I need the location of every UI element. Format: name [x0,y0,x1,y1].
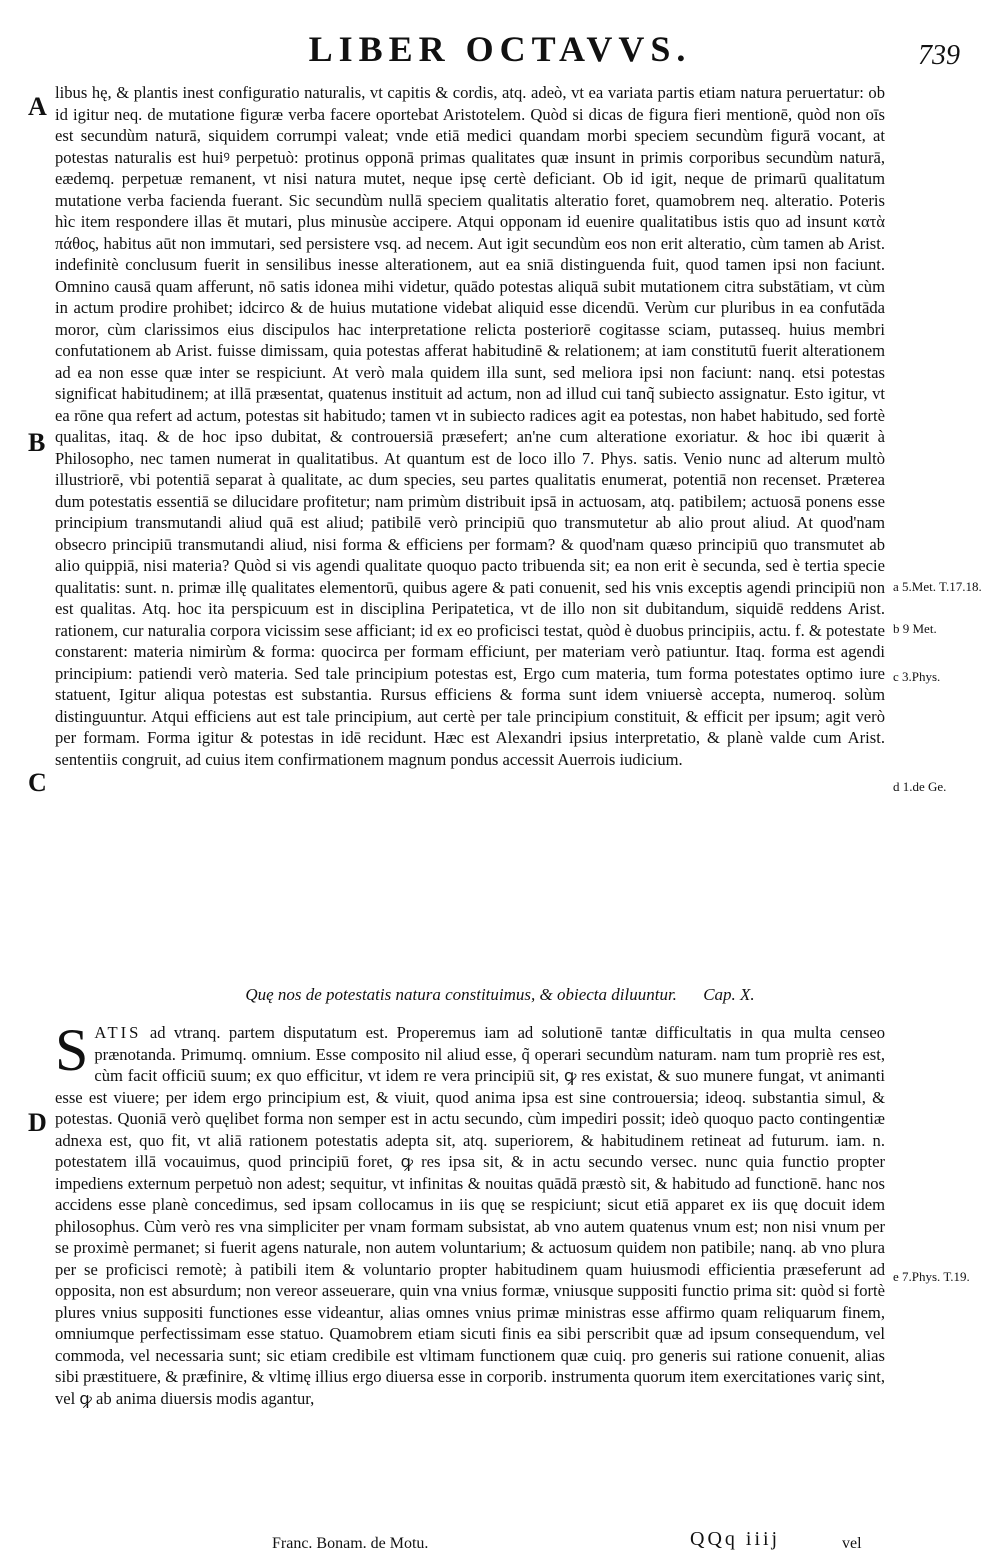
paragraph-2 [55,1017,885,1409]
small-caps-word: ATIS [94,1023,142,1042]
margin-note-a: a 5.Met. T.17.18. [893,579,982,594]
margin-note-b: b 9 Met. [893,621,937,636]
margin-note-d: d 1.de Ge. [893,779,947,794]
section-letter-b: B [28,428,46,457]
section-letter-c: C [28,768,47,797]
chapter-number: Cap. X. [703,985,755,1004]
margin-note-c: c 3.Phys. [893,669,941,684]
catchword: vel [842,1535,862,1552]
section-letter-d: D [28,1108,47,1137]
body-text-top [55,82,885,770]
chapter-heading [150,985,850,1005]
page-number: 739 [918,40,960,71]
chapter-title: Quę nos de potestatis natura constituimus, & obiecta diluuntur. [245,985,677,1004]
section-letter-a: A [28,92,47,121]
drop-cap: S [55,1017,89,1083]
margin-note-e: e 7.Phys. T.19. [893,1269,970,1284]
paragraph-1: libus hę, & plantis inest configuratio naturalis, vt capitis & cordis, atq. adeò, vt ea variata partis etiam natura peruertatur: ob id igitur neq. de mutatione figuræ verba facere oportebat Aristotelem. Quòd si dicas de figura fieri mentionē, quòd non oīs est secundùm naturā, siquidem corrumpi valeat; vnde etiā medici quandam morbi speciem secundùm figurā vocant, at potestas naturalis est huiꝰ perpetuò: protinus opponā primas qualitates quæ insunt in primis corporibus secundùm naturā, eædemq. perpetuæ remanent, vt nisi natura mutet, neque ipsę certè deficiant. Ob id igit, neque de primarū qualitatum mutatione verba facienda fuerant. Sic secundùm nullā speciem qualitatis alteratio foret, quamobrem neq. alteratio. Poteris hìc item respondere illas ēt mutari, plus minusùe accipere. Atqui opponam id euenire qualitatibus istis quo ad insunt κατὰ πάθος, habitus aūt non immutari, sed persistere vsq. ad necem. Aut igit secundùm eos non erit alteratio, cùm tamen ab Arist. indefinitè conclusum fuerit in sensilibus inesse alterationem, aut ea sniā distinguenda fuit, quod tamen ipsi non faciunt. Omnino causā quam afferunt, nō satis idonea mihi videtur, quādo potestas aliquā subit mutationem citra substātiam, vt cùm in actum prodire prohibet; idcirco & de huius mutatione videbat aliquid esse dicendū. Verùm cur pluribus in ea confutāda moror, cùm clarissimos eius discipulos hac interpretatione relicta posteriorē cogitasse sciam, putasseq. huius membri confutationem ab Arist. fuisse dimissam, quia potestas afferat habitudinē & relationem; at iam constitutū fuerit alterationem ad ea non esse quæ inter se respiciunt. At verò mala quidem illa sunt, sed meliora ipsi non faciunt: nanq. etsi potestas significat habitudinem; at illā præsentat, quatenus instituit ad actum, non ad illud cui tanq̃ subiecto assignatur. Esto igitur, vt ea rōne qua refert ad actum, potestas sit habitudo; tamen vt in subiecto radices agit ea potestas, non habet habitudo, sed fortè qualitas, itaq. & de hoc ipso dubitat, & controuersiā præsefert; an'ne cum alteratione exoriatur. & hoc ibi quærit à Philosopho, nec tamen numerat in qualitatibus. At quantum est de loco illo 7. Phys. satis. Venio nunc ad alterum multò illustriorē, vbi potentiā separat à qualitate, ac dum species, seu partes qualitatis enumerat, potentiā non recenset. Præterea dum potestatis essentiā se dilucidare profitetur; nam primùm distribuit ipsā in actuosam, atq. patibilem; actuosā ponens esse principium transmutandi aliud quā est aliud; patibilē verò principiū quo transmutetur ab alio prout aliud. At quod'nam obsecro principiū transmutandi aliud, nisi forma & efficiens per formam? & quod'nam quæso principiū quo transmutet ab alio quippiā, nisi materia? Quòd si vis agendi qualitate quoquo pacto tribuenda sit; ea non erit è secunda, sed è tertia specie qualitatis: sunt. n. primæ illę qualitates elementorū, quibus agere & pati conuenit, sed his vnis exceptis agendi principiū non est qualitas. Atq. hoc ita perspicuum est in disciplina Peripatetica, vt de illo non sit dubitandum, siquidē reddens Arist. rationem, cur naturalia corpora vicissim sese afficiant; id ex eo proficisci testat, quòd è duobus principiis, actu. f. & potestate constarent: materia nimirùm & forma: quocirca per formam efficiunt, per materiam verò patiuntur. Itaq. forma est agendi principium: patiendi verò materia. Sed tale principium potestas est, Ergo cum materia, tum forma potestates optimo iure statuent, Igitur aliqua potestas est substantia. Rursus efficiens & forma sunt idem vniuersè accepta, numeroq. solùm distinguuntur. Atqui efficiens aut est tale principium, aut certè per tale principium constituit, & efficit per ipsum; agit verò per formam. Forma igitur & potestas in idē recidunt. Hæc est Alexandri ipsius interpretatio, & planè valde cum Arist. sententiis congruit, ad cuius item confirmationem magnum pondus accessit Auerrois iudicium. [55,83,885,769]
signature-mark: QQq iiij [690,1528,781,1550]
paragraph-2-text: ad vtranq. partem disputatum est. Properemus iam ad solutionē tantæ difficultatis in qua multa censeo prænotanda. Primumq. omnium. Esse composito nil aliud esse, q̃ operari secundùm naturam. nam tum propriè res est, cùm facit officiū suum; ex quo efficitur, vt idem re vera principiū sit, ꝙ res existat, & suo munere fungat, vt animanti esse est viuere; per idem ergo principium est, & viuit, quod anima ipsa est sine controuersia; ideoq. substantia simul, & potestas. Quoniā verò quęlibet forma non semper est in actu secundo, cùm impediri possit; ideò quoquo pacto contingentiæ adnexa est, quo fit, vt aliā rationem potestatis adepta sit, atq. superiorem, & habitudinem retineat ad futurum. iam. n. potestatem illā vocauimus, quod principiū foret, ꝙ res ipsa sit, & in actu secundo versec. nunc quia functio propter impediens externum perpetuò non adest; sequitur, vt infinitas & nouitas quādā præstò sit, & habitudo ad functionē. hanc nos accidens esse planè concedimus, sed ipsam collocamus in iis quę se respiciunt; sicut etiā apparet ex iis quę docuit idem philosophus. Cùm verò res vna simpliciter per vnam formam subsistat, ab vno autem quatenus vnum est; non nisi vnum per se proximè permanet; si fuerit agens naturale, non autem voluntarium; & actuosum quidem non patibile; nanq. ab vno plura per se proficisci remotè; à patibili item & voluntario propter habitudinem quam huiusmodi efficientia præseferunt ad opposita, non est absurdum; non vereor asseuerare, quin vna vnius formæ, vniusque suppositi functio prima sit: quòd si fortè plures vnius suppositi functiones esse videantur, alias omnes vnius primæ ministras esse affirmo quam reliquarum finem, omniumque perfectissimam esse statuo. Quamobrem etiam sicuti finis ea sibi perscribit quæ ad ipsum consequendum, vel commoda, vel necessaria sunt; sic etiam credibile est vltimam functionem quæ cuiq. pro generis sui ratione conuenit, alias sibi præstituere, & præfinire, & vltimę illius ergo diuersa esse in corporib. instrumenta quorum item exercitationes variç sint, vel ꝙ ab anima diuersis modis agantur, [55,1023,885,1408]
footer-author: Franc. Bonam. de Motu. [272,1535,429,1552]
body-text-bottom [55,1017,885,1409]
running-title: LIBER OCTAVVS. [308,29,692,69]
